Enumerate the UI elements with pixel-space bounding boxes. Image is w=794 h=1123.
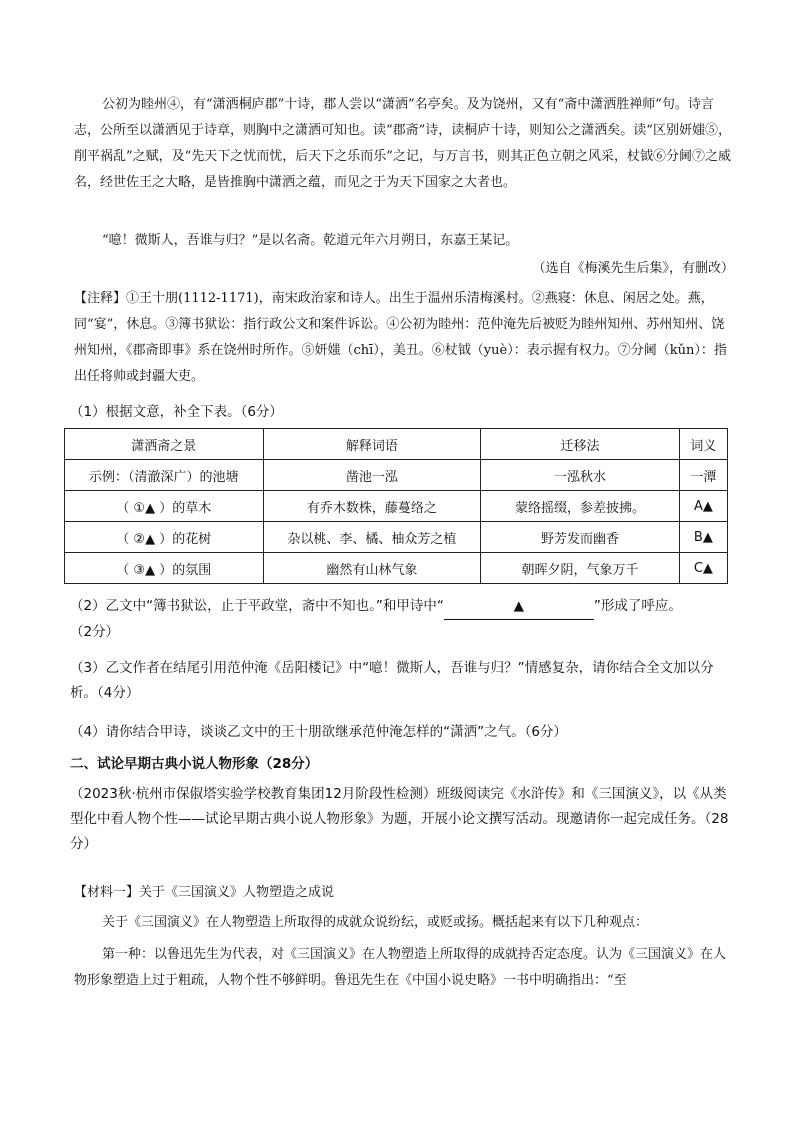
passage-paragraph-1: 公初为睦州④，有“潇洒桐庐郡”十诗，郡人尝以“潇洒”名亭矣。及为饶州，又有“斋中潇洒胜禅师”句。诗言志，公所至以潇洒见于诗章，则胸中之潇洒可知也。读“郡斋”诗，读桐庐十诗，则知公之潇洒矣。读“区别妍媸⑤，削平祸乱”之赋，及“先天下之忧而忧，后天下之乐而乐”之记，与万言书，则其正色立朝之风采，杖钺⑥分阃⑦之威名，经世佐王之大略，是皆推胸中潇洒之蕴，而见之于为天下国家之大者也。 [74, 97, 731, 190]
table-cell: 有乔木数株，藤蔓络之 [263, 491, 481, 522]
answer-blank: ▲ [444, 594, 594, 620]
question-3: （3）乙文作者在结尾引用范仲淹《岳阳楼记》中“噫！微斯人，吾谁与归？”情感复杂，请你结合全文加以分析。（4分） [70, 660, 714, 701]
table-cell: 野芳发而幽香 [481, 522, 680, 553]
table-cell: 一潭 [679, 460, 727, 491]
section-2-title: 二、试论早期古典小说人物形象（28分） [70, 756, 319, 772]
question-2-score: （2分） [70, 624, 120, 640]
question-2-text: （2）乙文中“簿书狱讼，止于平政堂，斋中不知也。”和甲诗中“ [70, 598, 444, 614]
table-cell: A▲ [679, 491, 727, 522]
table-cell: 幽然有山林气象 [263, 553, 481, 584]
table-row [65, 460, 728, 491]
table-cell: （ ②▲ ）的花树 [65, 522, 264, 553]
material-1-paragraph-2: 第一种：以鲁迅先生为代表，对《三国演义》在人物塑造上所取得的成就持否定态度。认为《三国演义》在人物形象塑造上过于粗疏，人物个性不够鲜明。鲁迅先生在《中国小说史略》一书中明确指出：“至 [74, 947, 727, 988]
table-cell: 凿池一泓 [263, 460, 481, 491]
section-2-intro: （2023秋·杭州市保俶塔实验学校教育集团12月阶段性检测）班级阅读完《水浒传》和《三国演义》，以《从类型化中看人物个性——试论早期古典小说人物形象》为题，开展小论文撰写活动。现邀请你一起完成任务。（28分） [70, 786, 729, 852]
table-cell: 杂以桃、李、橘、柚众芳之植 [263, 522, 481, 553]
material-1-title: 【材料一】关于《三国演义》人物塑造之成说 [74, 885, 335, 900]
question-4: （4）请你结合甲诗，谈谈乙文中的王十朋欲继承范仲淹怎样的“潇洒”之气。（6分） [70, 724, 567, 740]
passage-notes: 【注释】①王十朋(1112-1171)，南宋政治家和诗人。出生于温州乐清梅溪村。②燕寝：休息、闲居之处。燕，同“宴”，休息。③簿书狱讼：指行政公文和案件诉讼。④公初为睦州：范仲淹先后被贬为睦州知州、苏州知州、饶州知州，《郡斋即事》系在饶州时所作。⑤妍媸（chī），美丑。⑥杖钺（yuè）：表示握有权力。⑦分阃（kǔn）：指出任将帅或封疆大吏。 [74, 291, 727, 384]
table-cell: B▲ [679, 522, 727, 553]
answer-table [64, 428, 728, 584]
table-row [65, 553, 728, 584]
table-header: 迁移法 [481, 429, 680, 460]
table-cell: 示例：（清澈深广）的池塘 [65, 460, 264, 491]
table-cell: C▲ [679, 553, 727, 584]
table-cell: （ ①▲ ）的草木 [65, 491, 264, 522]
table-header: 解释词语 [263, 429, 481, 460]
table-cell: （ ③▲ ）的氛围 [65, 553, 264, 584]
table-header: 潇洒斋之景 [65, 429, 264, 460]
table-cell: 朝晖夕阴，气象万千 [481, 553, 680, 584]
table-cell: 蒙络摇缀，参差披拂。 [481, 491, 680, 522]
question-2 [70, 594, 730, 645]
table-row [65, 522, 728, 553]
question-1: （1）根据文意，补全下表。（6分） [70, 404, 283, 420]
table-row [65, 491, 728, 522]
passage-paragraph-2: “噫！微斯人，吾谁与归？”是以名斋。乾道元年六月朔日，东嘉王某记。 [102, 233, 519, 248]
table-header: 词义 [679, 429, 727, 460]
material-1-paragraph-1: 关于《三国演义》在人物塑造上所取得的成就众说纷纭，或贬或扬。概括起来有以下几种观点： [102, 915, 649, 930]
question-2-text-end: ”形成了呼应。 [593, 598, 682, 614]
passage-source: （选自《梅溪先生后集》，有删改） [532, 261, 734, 276]
table-header-row [65, 429, 728, 460]
table-cell: 一泓秋水 [481, 460, 680, 491]
